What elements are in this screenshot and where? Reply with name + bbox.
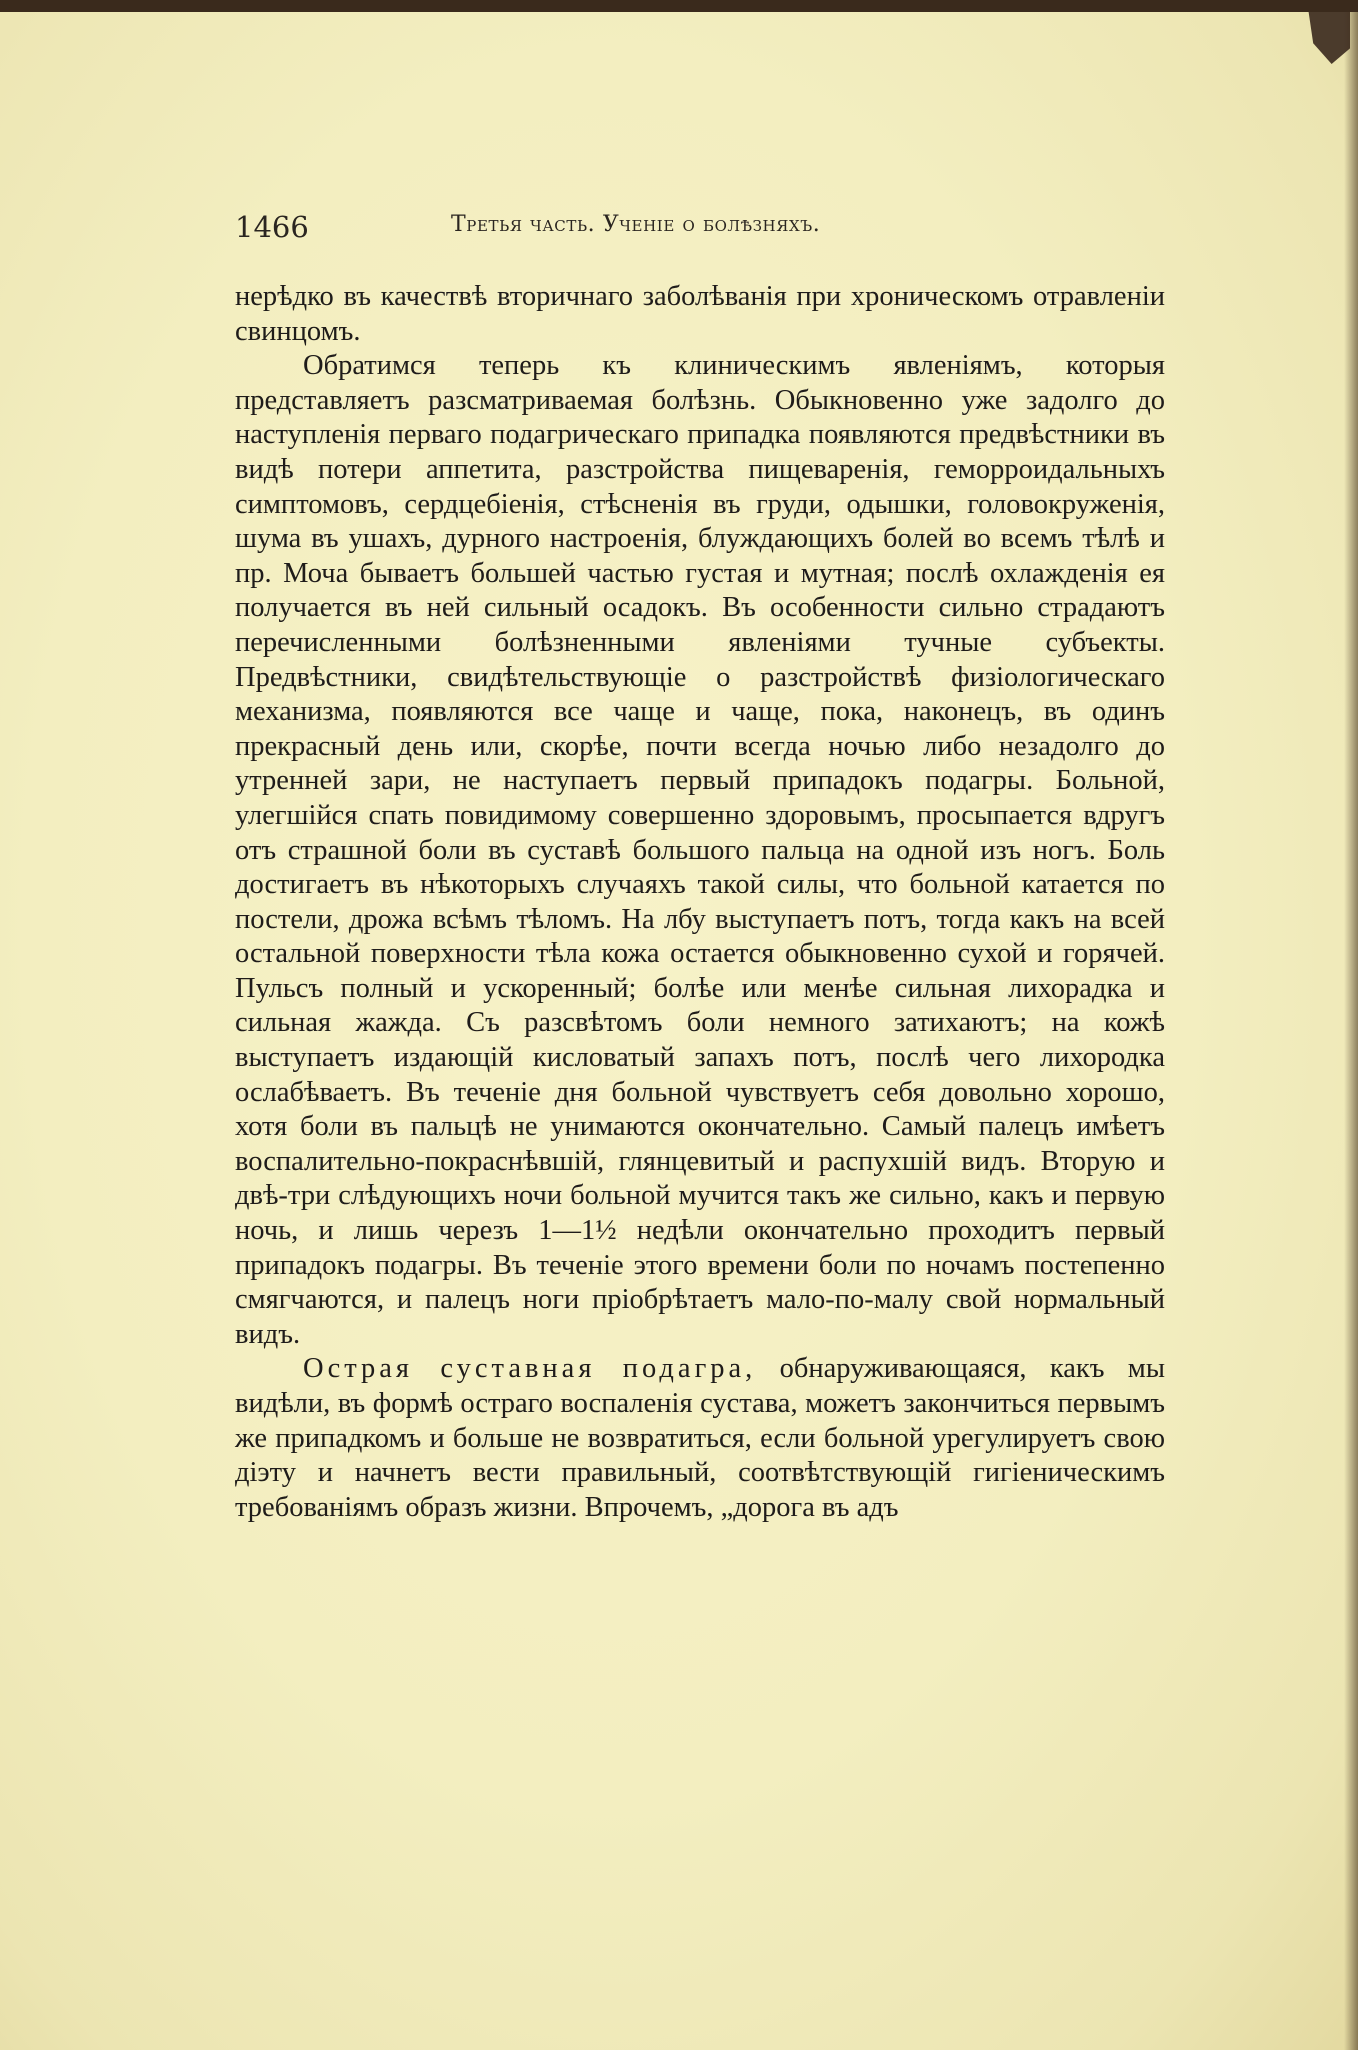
paragraph-clinical-symptoms: Обратимся теперь къ клиническимъ явленіямъ, которыя представляетъ разсматриваемая болѣзнь. Обыкновенно уже задолго до наступленія перваго подагрическаго припадка появляются предвѣстники въ видѣ потери аппетита, разстройства пищеваренія, геморроидальныхъ симптомовъ, сердцебіенія, стѣсненія въ груди, одышки, головокруженія, шума въ ушахъ, дурного настроенія, блуждающихъ болей во всемъ тѣлѣ и пр. Моча бываетъ большей частью густая и мутная; послѣ охлажденія ея получается въ ней сильный осадокъ. Въ особенности сильно страдаютъ перечисленными болѣзненными явленіями тучные субъекты. Предвѣстники, свидѣтельствующіе о разстройствѣ физіологическаго механизма, появляются все чаще и чаще, пока, наконецъ, въ одинъ прекрасный день или, скорѣе, почти всегда ночью либо незадолго до утренней зари, не наступаетъ первый припадокъ подагры. Больной, улегшійся спать повидимому совершенно здоровымъ, просыпается вдругъ отъ страшной боли въ суставѣ большого пальца на одной изъ ногъ. Боль достигаетъ въ нѣкоторыхъ случаяхъ такой силы, что больной катается по постели, дрожа всѣмъ тѣломъ. На лбу выступаетъ потъ, тогда какъ на всей остальной поверхности тѣла кожа остается обыкновенно сухой и горячей. Пульсъ полный и ускоренный; болѣе или менѣе сильная лихорадка и сильная жажда. Съ разсвѣтомъ боли немного затихаютъ; на кожѣ выступаетъ издающій кисловатый запахъ потъ, послѣ чего лихородка ослабѣваетъ. Въ теченіе дня больной чувствуетъ себя довольно хорошо, хотя боли въ пальцѣ не унимаются окончательно. Самый палецъ имѣетъ воспалительно-покраснѣвшій, глянцевитый и распухшій видъ. Вторую и двѣ-три слѣдующихъ ночи больной мучится такъ же сильно, какъ и первую ночь, и лишь черезъ 1—1½ недѣли окончательно проходитъ первый припадокъ подагры. Въ теченіе этого времени боли по ночамъ постепенно смягчаются, и палецъ ноги пріобрѣтаетъ мало-по-малу свой нормальный видъ. — [235, 350, 1165, 1350]
body-text — [235, 280, 1165, 1525]
page-number: 1466 — [235, 210, 309, 244]
book-page — [0, 12, 1358, 2050]
running-title: Третья часть. Ученіе о болѣзняхъ. — [451, 212, 821, 237]
emphasized-term: Острая суставная подагра, — [303, 1353, 757, 1385]
running-head — [235, 210, 1170, 246]
paragraph-text: обнаруживающаяся, какъ мы видѣли, въ формѣ остраго воспаленія сустава, можетъ закончиться первымъ же припадкомъ и больше не возвратиться, если больной урегулируетъ свою діэту и начнетъ вести правильный, соотвѣтствующій гигіеническимъ требованіямъ образъ жизни. Впрочемъ, „дорога въ адъ — [235, 1353, 1165, 1523]
paragraph-continued: нерѣдко въ качествѣ вторичнаго заболѣванія при хроническомъ отравленіи свинцомъ. — [235, 281, 1165, 347]
page-corner-tab — [1304, 12, 1350, 64]
paragraph-acute-gout — [235, 1352, 1165, 1525]
